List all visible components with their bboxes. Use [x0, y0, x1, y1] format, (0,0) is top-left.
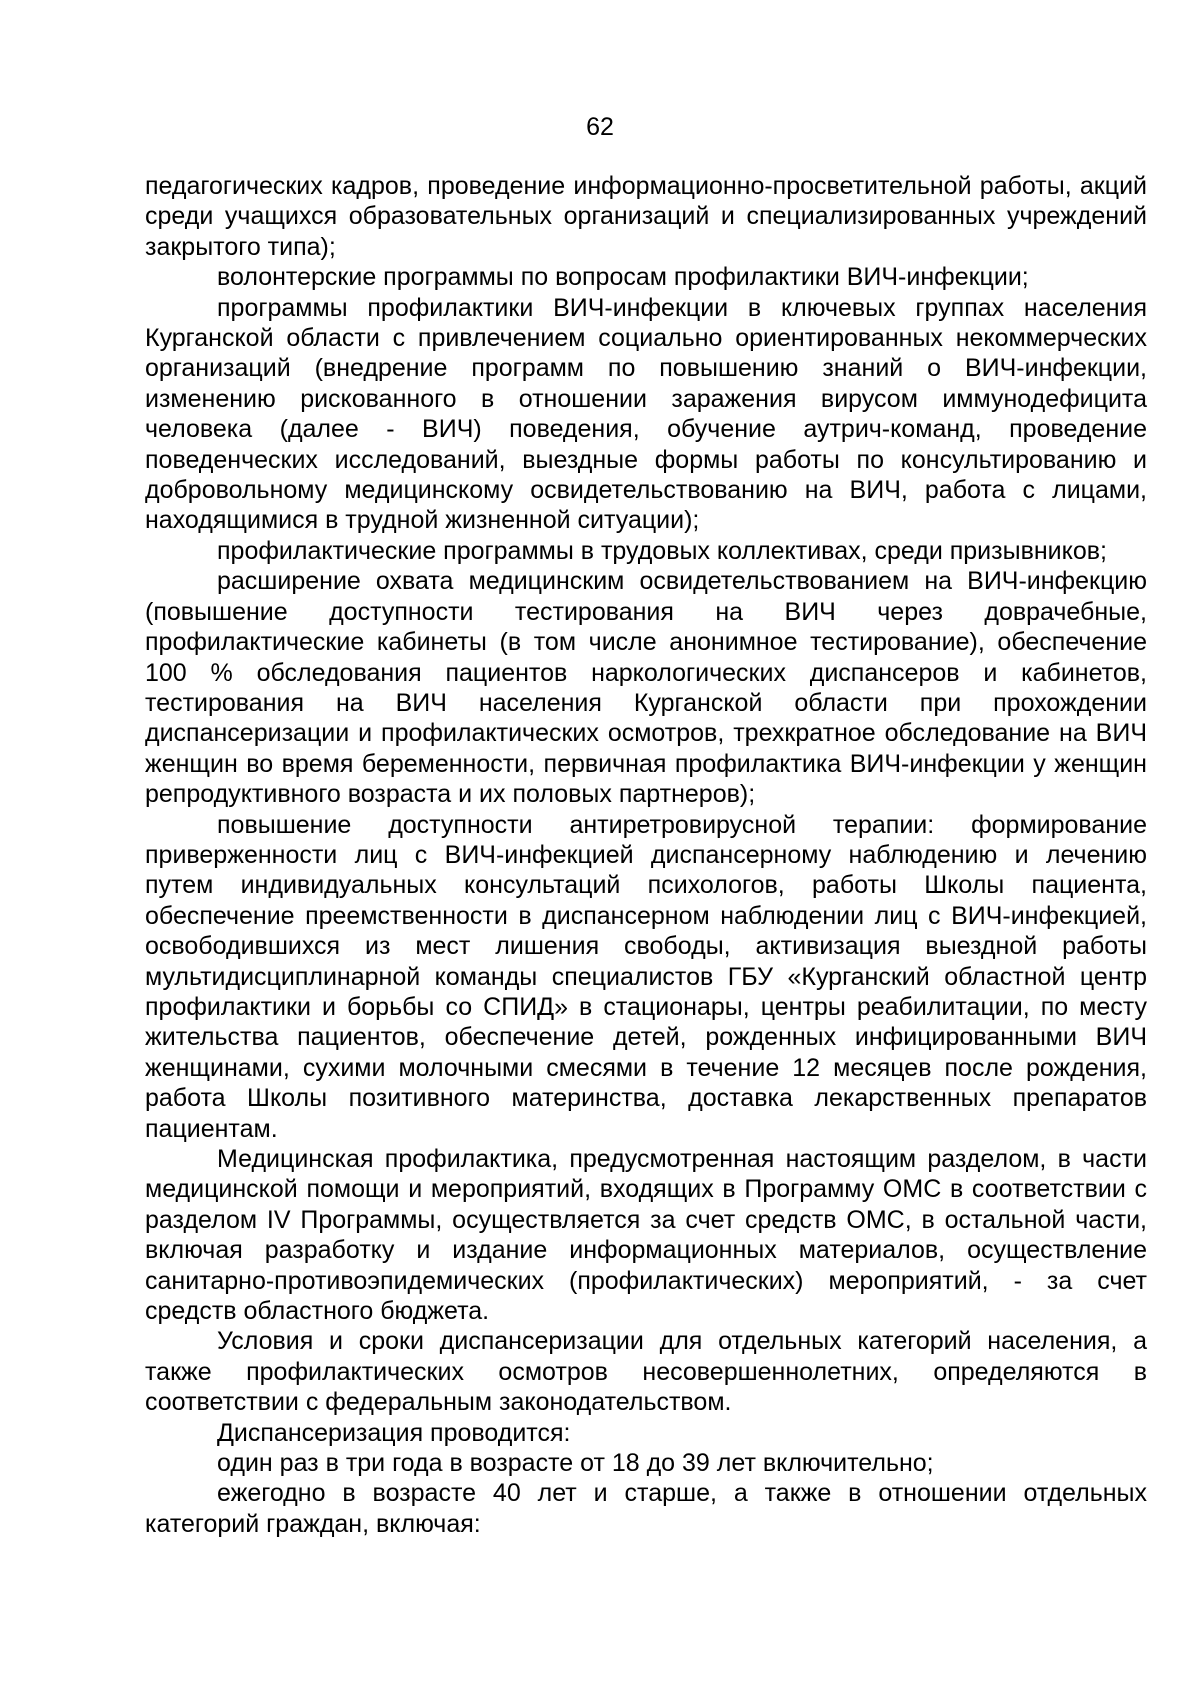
paragraph-key-groups-programs: программы профилактики ВИЧ-инфекции в ключевых группах населения Курганской области с привлечением социально ориентированных некоммерческих организаций (внедрение программ по повышению знаний о ВИЧ-инфекции, изменению рискованного в отношении заражения вирусом иммунодефицита человека (далее - ВИЧ) поведения, обучение аутрич-команд, проведение поведенческих исследований, выездные формы работы по консультированию и добровольному медицинскому освидетельствованию на ВИЧ, работа с лицами, находящимися в трудной жизненной ситуации); [145, 293, 1147, 535]
paragraph-dispensary-conditions: Условия и сроки диспансеризации для отдельных категорий населения, а также профилактических осмотров несовершеннолетних, определяются в соответствии с федеральным законодательством. [145, 1327, 1147, 1417]
paragraph-workplace-programs: профилактические программы в трудовых коллективах, среди призывников; [217, 536, 1107, 565]
paragraph-dispensary-intro: Диспансеризация проводится: [217, 1418, 571, 1447]
paragraph-every-three-years: один раз в три года в возрасте от 18 до 39 лет включительно; [217, 1449, 934, 1478]
paragraph-funding: Медицинская профилактика, предусмотренная настоящим разделом, в части медицинской помощи и мероприятий, входящих в Программу ОМС в соответствии с разделом IV Программы, осуществляется за счет средств ОМС, в остальной части, включая разработку и издание информационных материалов, осуществление санитарно-противоэпидемических (профилактических) мероприятий, - за счет средств областного бюджета. [145, 1145, 1147, 1326]
document-body [145, 171, 1147, 1539]
paragraph-testing-coverage: расширение охвата медицинским освидетельствованием на ВИЧ-инфекцию (повышение доступности тестирования на ВИЧ через доврачебные, профилактические кабинеты (в том числе анонимное тестирование), обеспечение 100 % обследования пациентов наркологических диспансеров и кабинетов, тестирования на ВИЧ населения Курганской области при прохождении диспансеризации и профилактических осмотров, трехкратное обследование на ВИЧ женщин во время беременности, первичная профилактика ВИЧ-инфекции у женщин репродуктивного возраста и их половых партнеров); [145, 567, 1147, 809]
paragraph-volunteer-programs: волонтерские программы по вопросам профилактики ВИЧ-инфекции; [217, 263, 1029, 292]
paragraph-annually: ежегодно в возрасте 40 лет и старше, а также в отношении отдельных категорий граждан, включая: [145, 1479, 1147, 1538]
paragraph-continuation: педагогических кадров, проведение информационно-просветительной работы, акций среди учащихся образовательных организаций и специализированных учреждений закрытого типа); [145, 172, 1147, 261]
paragraph-art-access: повышение доступности антиретровирусной терапии: формирование приверженности лиц с ВИЧ-инфекцией диспансерному наблюдению и лечению путем индивидуальных консультаций психологов, работы Школы пациента, обеспечение преемственности в диспансерном наблюдении лиц с ВИЧ-инфекцией, освободившихся из мест лишения свободы, активизация выездной работы мультидисциплинарной команды специалистов ГБУ «Курганский областной центр профилактики и борьбы со СПИД» в стационары, центры реабилитации, по месту жительства пациентов, обеспечение детей, рожденных инфицированными ВИЧ женщинами, сухими молочными смесями в течение 12 месяцев после рождения, работа Школы позитивного материнства, доставка лекарственных препаратов пациентам. [145, 810, 1147, 1143]
page-number: 62 [586, 113, 614, 141]
